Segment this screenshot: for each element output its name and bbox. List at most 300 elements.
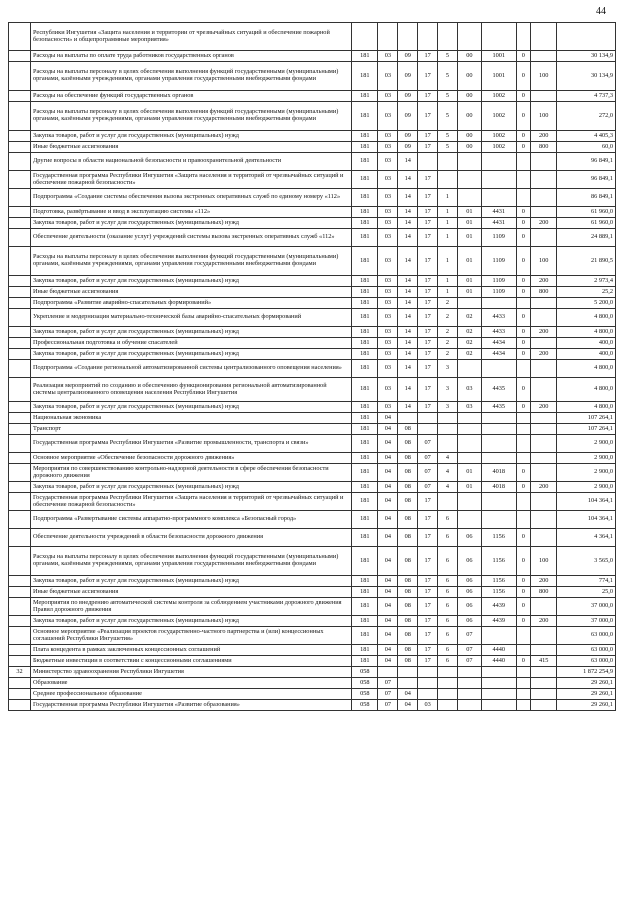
extra-code-cell: 0 xyxy=(516,309,531,327)
subsection-code-cell: 08 xyxy=(398,656,418,667)
event-code-cell: 01 xyxy=(457,276,481,287)
row-number-cell xyxy=(9,218,31,229)
row-name-cell: Мероприятия по внедрению автоматической системы контроля за соблюдением участниками дорожного движения Правил дорожного движения xyxy=(30,598,351,616)
row-name-cell: Расходы на выплаты персоналу в целях обеспечения выполнения функций государственными (муниципальными) органами, казёнными учреждениями, органами управления государственными внебюджетными фондами xyxy=(30,62,351,91)
ministry-code-cell: 181 xyxy=(352,207,378,218)
row-number-cell xyxy=(9,482,31,493)
direction-code-cell xyxy=(481,678,516,689)
ministry-code-cell: 181 xyxy=(352,435,378,453)
direction-code-cell xyxy=(481,435,516,453)
subprogram-code-cell: 1 xyxy=(438,287,458,298)
extra-code-cell xyxy=(516,689,531,700)
expense-type-cell xyxy=(531,298,557,309)
subsection-code-cell: 14 xyxy=(398,189,418,207)
row-number-cell xyxy=(9,287,31,298)
subprogram-code-cell: 2 xyxy=(438,298,458,309)
expense-type-cell: 800 xyxy=(531,142,557,153)
event-code-cell xyxy=(457,667,481,678)
expense-type-cell: 100 xyxy=(531,547,557,576)
subprogram-code-cell: 3 xyxy=(438,360,458,378)
subsection-code-cell: 08 xyxy=(398,627,418,645)
ministry-code-cell: 181 xyxy=(352,424,378,435)
program-code-cell: 17 xyxy=(418,627,438,645)
program-code-cell: 17 xyxy=(418,529,438,547)
expense-type-cell xyxy=(531,413,557,424)
direction-code-cell: 4439 xyxy=(481,598,516,616)
ministry-code-cell: 181 xyxy=(352,645,378,656)
table-row xyxy=(9,142,616,153)
row-number-cell xyxy=(9,453,31,464)
direction-code-cell: 1109 xyxy=(481,287,516,298)
direction-code-cell: 4018 xyxy=(481,482,516,493)
subprogram-code-cell: 4 xyxy=(438,464,458,482)
row-number-cell xyxy=(9,493,31,511)
subprogram-code-cell: 5 xyxy=(438,142,458,153)
table-row xyxy=(9,678,616,689)
expense-type-cell: 200 xyxy=(531,482,557,493)
amount-cell: 37 000,0 xyxy=(557,616,616,627)
subsection-code-cell: 14 xyxy=(398,378,418,402)
extra-code-cell: 0 xyxy=(516,402,531,413)
expense-type-cell xyxy=(531,171,557,189)
extra-code-cell xyxy=(516,645,531,656)
subsection-code-cell: 08 xyxy=(398,529,418,547)
expense-type-cell xyxy=(531,464,557,482)
table-row xyxy=(9,189,616,207)
ministry-code-cell: 181 xyxy=(352,402,378,413)
subprogram-code-cell: 4 xyxy=(438,482,458,493)
direction-code-cell xyxy=(481,700,516,711)
amount-cell: 25,2 xyxy=(557,287,616,298)
program-code-cell: 17 xyxy=(418,616,438,627)
ministry-code-cell: 181 xyxy=(352,656,378,667)
row-name-cell: Плата концедента в рамках заключенных концессионных соглашений xyxy=(30,645,351,656)
table-row xyxy=(9,51,616,62)
amount-cell: 86 849,1 xyxy=(557,189,616,207)
row-name-cell: Профессиональная подготовка и обучение спасателей xyxy=(30,338,351,349)
row-number-cell xyxy=(9,529,31,547)
ministry-code-cell: 181 xyxy=(352,511,378,529)
direction-code-cell: 4434 xyxy=(481,349,516,360)
row-name-cell: Реализация мероприятий по созданию и обеспечению функционирования региональной автоматизированной системы централизованного оповещения населения Республики Ингушетия xyxy=(30,378,351,402)
ministry-code-cell: 058 xyxy=(352,667,378,678)
row-name-cell: Основное мероприятие «Обеспечение безопасности дорожного движения» xyxy=(30,453,351,464)
extra-code-cell xyxy=(516,435,531,453)
row-name-cell: Государственная программа Республики Ингушетия «Защита населения и территорий от чрезвычайных ситуаций и обеспечение пожарной безопасности» xyxy=(30,493,351,511)
section-code-cell xyxy=(378,667,398,678)
subprogram-code-cell xyxy=(438,435,458,453)
row-number-cell xyxy=(9,23,31,51)
subprogram-code-cell: 1 xyxy=(438,276,458,287)
row-number-cell xyxy=(9,511,31,529)
subprogram-code-cell xyxy=(438,171,458,189)
table-row xyxy=(9,402,616,413)
amount-cell: 4 800,0 xyxy=(557,309,616,327)
direction-code-cell: 4439 xyxy=(481,616,516,627)
subprogram-code-cell: 6 xyxy=(438,645,458,656)
extra-code-cell: 0 xyxy=(516,276,531,287)
direction-code-cell xyxy=(481,360,516,378)
row-name-cell: Подпрограмма «Создание системы обеспечения вызова экстренных оперативных служб по единому номеру «112» xyxy=(30,189,351,207)
direction-code-cell: 4435 xyxy=(481,378,516,402)
direction-code-cell: 1156 xyxy=(481,529,516,547)
section-code-cell: 04 xyxy=(378,587,398,598)
row-name-cell: Укрепление и модернизация материально-технической базы аварийно-спасательных формирований xyxy=(30,309,351,327)
event-code-cell xyxy=(457,23,481,51)
event-code-cell: 01 xyxy=(457,287,481,298)
section-code-cell: 03 xyxy=(378,62,398,91)
event-code-cell: 00 xyxy=(457,91,481,102)
subsection-code-cell xyxy=(398,678,418,689)
amount-cell xyxy=(557,23,616,51)
row-number-cell xyxy=(9,171,31,189)
expense-type-cell xyxy=(531,360,557,378)
subprogram-code-cell: 6 xyxy=(438,576,458,587)
program-code-cell: 17 xyxy=(418,598,438,616)
subprogram-code-cell: 1 xyxy=(438,247,458,276)
amount-cell: 29 260,1 xyxy=(557,700,616,711)
row-number-cell xyxy=(9,131,31,142)
direction-code-cell: 1002 xyxy=(481,131,516,142)
table-row xyxy=(9,153,616,171)
program-code-cell xyxy=(418,678,438,689)
subsection-code-cell: 14 xyxy=(398,153,418,171)
direction-code-cell xyxy=(481,413,516,424)
subsection-code-cell: 08 xyxy=(398,598,418,616)
row-number-cell: 32 xyxy=(9,667,31,678)
extra-code-cell xyxy=(516,678,531,689)
row-name-cell: Иные бюджетные ассигнования xyxy=(30,142,351,153)
direction-code-cell: 4431 xyxy=(481,207,516,218)
expense-type-cell xyxy=(531,23,557,51)
program-code-cell: 17 xyxy=(418,511,438,529)
subprogram-code-cell: 1 xyxy=(438,229,458,247)
extra-code-cell: 0 xyxy=(516,62,531,91)
amount-cell: 25,0 xyxy=(557,587,616,598)
expense-type-cell xyxy=(531,598,557,616)
amount-cell: 104 364,1 xyxy=(557,493,616,511)
subsection-code-cell: 09 xyxy=(398,51,418,62)
event-code-cell xyxy=(457,424,481,435)
row-name-cell: Государственная программа Республики Ингушетия «Развитие промышленности, транспорта и связи» xyxy=(30,435,351,453)
section-code-cell: 03 xyxy=(378,378,398,402)
ministry-code-cell: 058 xyxy=(352,678,378,689)
direction-code-cell xyxy=(481,667,516,678)
amount-cell: 30 134,9 xyxy=(557,51,616,62)
row-number-cell xyxy=(9,349,31,360)
amount-cell: 4 800,0 xyxy=(557,327,616,338)
event-code-cell: 07 xyxy=(457,645,481,656)
section-code-cell: 03 xyxy=(378,189,398,207)
row-number-cell xyxy=(9,91,31,102)
row-number-cell xyxy=(9,402,31,413)
amount-cell: 63 000,0 xyxy=(557,627,616,645)
expense-type-cell xyxy=(531,700,557,711)
event-code-cell: 02 xyxy=(457,349,481,360)
extra-code-cell: 0 xyxy=(516,131,531,142)
amount-cell: 96 849,1 xyxy=(557,153,616,171)
extra-code-cell xyxy=(516,627,531,645)
row-name-cell: Закупка товаров, работ и услуг для государственных (муниципальных) нужд xyxy=(30,131,351,142)
subsection-code-cell: 08 xyxy=(398,435,418,453)
ministry-code-cell: 181 xyxy=(352,493,378,511)
subsection-code-cell: 14 xyxy=(398,298,418,309)
ministry-code-cell: 181 xyxy=(352,547,378,576)
program-code-cell: 17 xyxy=(418,276,438,287)
ministry-code-cell: 181 xyxy=(352,153,378,171)
row-name-cell: Закупка товаров, работ и услуг для государственных (муниципальных) нужд xyxy=(30,349,351,360)
event-code-cell xyxy=(457,453,481,464)
expense-type-cell: 200 xyxy=(531,616,557,627)
ministry-code-cell: 181 xyxy=(352,247,378,276)
row-name-cell: Обеспечение деятельности (оказание услуг) учреждений системы вызова экстренных оперативных служб «112» xyxy=(30,229,351,247)
ministry-code-cell: 181 xyxy=(352,576,378,587)
ministry-code-cell: 181 xyxy=(352,453,378,464)
expense-type-cell: 800 xyxy=(531,587,557,598)
ministry-code-cell: 181 xyxy=(352,298,378,309)
expense-type-cell xyxy=(531,424,557,435)
expense-type-cell: 200 xyxy=(531,276,557,287)
expense-type-cell xyxy=(531,378,557,402)
event-code-cell: 06 xyxy=(457,587,481,598)
ministry-code-cell: 181 xyxy=(352,91,378,102)
expense-type-cell xyxy=(531,309,557,327)
subprogram-code-cell xyxy=(438,689,458,700)
ministry-code-cell: 181 xyxy=(352,360,378,378)
subprogram-code-cell xyxy=(438,700,458,711)
event-code-cell xyxy=(457,435,481,453)
ministry-code-cell: 181 xyxy=(352,349,378,360)
subsection-code-cell: 08 xyxy=(398,587,418,598)
table-row xyxy=(9,218,616,229)
direction-code-cell: 4433 xyxy=(481,327,516,338)
table-row xyxy=(9,700,616,711)
expense-type-cell: 100 xyxy=(531,62,557,91)
ministry-code-cell: 181 xyxy=(352,413,378,424)
ministry-code-cell: 181 xyxy=(352,62,378,91)
amount-cell: 400,0 xyxy=(557,349,616,360)
amount-cell: 63 000,0 xyxy=(557,645,616,656)
amount-cell: 63 000,0 xyxy=(557,656,616,667)
program-code-cell: 17 xyxy=(418,91,438,102)
row-number-cell xyxy=(9,598,31,616)
program-code-cell: 17 xyxy=(418,349,438,360)
direction-code-cell xyxy=(481,511,516,529)
program-code-cell xyxy=(418,689,438,700)
ministry-code-cell: 181 xyxy=(352,189,378,207)
subsection-code-cell: 08 xyxy=(398,464,418,482)
row-number-cell xyxy=(9,309,31,327)
subprogram-code-cell: 3 xyxy=(438,402,458,413)
ministry-code-cell: 181 xyxy=(352,587,378,598)
amount-cell: 2 900,0 xyxy=(557,464,616,482)
program-code-cell: 17 xyxy=(418,102,438,131)
extra-code-cell xyxy=(516,171,531,189)
row-name-cell: Расходы на выплаты персоналу в целях обеспечения выполнения функций государственными (муниципальными) органами, казёнными учреждениями, органами управления государственными внебюджетными фондами xyxy=(30,547,351,576)
program-code-cell: 17 xyxy=(418,576,438,587)
extra-code-cell xyxy=(516,667,531,678)
direction-code-cell: 1002 xyxy=(481,102,516,131)
event-code-cell: 06 xyxy=(457,576,481,587)
program-code-cell: 17 xyxy=(418,493,438,511)
direction-code-cell xyxy=(481,424,516,435)
event-code-cell: 03 xyxy=(457,378,481,402)
expense-type-cell: 200 xyxy=(531,131,557,142)
row-name-cell: Закупка товаров, работ и услуг для государственных (муниципальных) нужд xyxy=(30,616,351,627)
section-code-cell: 03 xyxy=(378,402,398,413)
section-code-cell: 03 xyxy=(378,327,398,338)
expense-type-cell xyxy=(531,229,557,247)
ministry-code-cell: 181 xyxy=(352,529,378,547)
table-row xyxy=(9,338,616,349)
subsection-code-cell: 08 xyxy=(398,547,418,576)
section-code-cell: 03 xyxy=(378,142,398,153)
section-code-cell: 03 xyxy=(378,91,398,102)
event-code-cell: 07 xyxy=(457,627,481,645)
event-code-cell: 07 xyxy=(457,656,481,667)
extra-code-cell xyxy=(516,153,531,171)
program-code-cell: 07 xyxy=(418,453,438,464)
ministry-code-cell: 181 xyxy=(352,171,378,189)
extra-code-cell xyxy=(516,23,531,51)
section-code-cell: 03 xyxy=(378,153,398,171)
event-code-cell xyxy=(457,700,481,711)
ministry-code-cell: 181 xyxy=(352,276,378,287)
subsection-code-cell xyxy=(398,23,418,51)
event-code-cell xyxy=(457,171,481,189)
extra-code-cell: 0 xyxy=(516,207,531,218)
direction-code-cell xyxy=(481,171,516,189)
extra-code-cell xyxy=(516,453,531,464)
ministry-code-cell: 058 xyxy=(352,689,378,700)
row-number-cell xyxy=(9,413,31,424)
direction-code-cell xyxy=(481,627,516,645)
program-code-cell: 17 xyxy=(418,142,438,153)
direction-code-cell xyxy=(481,689,516,700)
table-row xyxy=(9,511,616,529)
table-row xyxy=(9,493,616,511)
row-name-cell: Транспорт xyxy=(30,424,351,435)
direction-code-cell: 1156 xyxy=(481,547,516,576)
section-code-cell: 03 xyxy=(378,247,398,276)
ministry-code-cell: 181 xyxy=(352,131,378,142)
program-code-cell: 17 xyxy=(418,645,438,656)
event-code-cell: 01 xyxy=(457,247,481,276)
amount-cell: 107 264,1 xyxy=(557,424,616,435)
program-code-cell: 17 xyxy=(418,51,438,62)
subprogram-code-cell: 6 xyxy=(438,616,458,627)
subprogram-code-cell: 6 xyxy=(438,587,458,598)
expense-type-cell xyxy=(531,153,557,171)
program-code-cell: 17 xyxy=(418,547,438,576)
subprogram-code-cell: 6 xyxy=(438,598,458,616)
event-code-cell: 02 xyxy=(457,309,481,327)
expense-type-cell: 200 xyxy=(531,349,557,360)
program-code-cell: 17 xyxy=(418,360,438,378)
section-code-cell: 04 xyxy=(378,493,398,511)
subprogram-code-cell xyxy=(438,424,458,435)
table-row xyxy=(9,587,616,598)
program-code-cell: 17 xyxy=(418,189,438,207)
subsection-code-cell: 08 xyxy=(398,482,418,493)
expense-type-cell xyxy=(531,511,557,529)
row-name-cell: Бюджетные инвестиции в соответствии с концессионными соглашениями xyxy=(30,656,351,667)
row-number-cell xyxy=(9,276,31,287)
direction-code-cell: 1156 xyxy=(481,576,516,587)
subsection-code-cell: 08 xyxy=(398,424,418,435)
program-code-cell: 17 xyxy=(418,229,438,247)
amount-cell: 61 960,0 xyxy=(557,218,616,229)
ministry-code-cell: 181 xyxy=(352,142,378,153)
ministry-code-cell: 181 xyxy=(352,102,378,131)
section-code-cell: 04 xyxy=(378,547,398,576)
table-row xyxy=(9,645,616,656)
event-code-cell xyxy=(457,360,481,378)
extra-code-cell: 0 xyxy=(516,349,531,360)
row-name-cell: Другие вопросы в области национальной безопасности и правоохранительной деятельности xyxy=(30,153,351,171)
subprogram-code-cell xyxy=(438,493,458,511)
expense-type-cell xyxy=(531,529,557,547)
amount-cell: 3 565,0 xyxy=(557,547,616,576)
subsection-code-cell: 08 xyxy=(398,616,418,627)
ministry-code-cell: 181 xyxy=(352,327,378,338)
table-row xyxy=(9,23,616,51)
row-number-cell xyxy=(9,229,31,247)
ministry-code-cell xyxy=(352,23,378,51)
event-code-cell: 01 xyxy=(457,464,481,482)
expense-type-cell: 200 xyxy=(531,218,557,229)
expense-type-cell xyxy=(531,51,557,62)
amount-cell: 61 960,0 xyxy=(557,207,616,218)
program-code-cell: 07 xyxy=(418,464,438,482)
row-number-cell xyxy=(9,656,31,667)
row-name-cell: Закупка товаров, работ и услуг для государственных (муниципальных) нужд xyxy=(30,327,351,338)
section-code-cell: 04 xyxy=(378,435,398,453)
row-number-cell xyxy=(9,378,31,402)
subsection-code-cell: 14 xyxy=(398,171,418,189)
expense-type-cell xyxy=(531,453,557,464)
extra-code-cell: 0 xyxy=(516,287,531,298)
amount-cell: 5 200,0 xyxy=(557,298,616,309)
expense-type-cell: 100 xyxy=(531,247,557,276)
event-code-cell xyxy=(457,189,481,207)
event-code-cell: 06 xyxy=(457,529,481,547)
extra-code-cell: 0 xyxy=(516,378,531,402)
direction-code-cell: 4018 xyxy=(481,464,516,482)
extra-code-cell: 0 xyxy=(516,576,531,587)
section-code-cell: 03 xyxy=(378,131,398,142)
section-code-cell: 04 xyxy=(378,645,398,656)
direction-code-cell: 1002 xyxy=(481,91,516,102)
table-row xyxy=(9,627,616,645)
table-row xyxy=(9,309,616,327)
amount-cell: 104 364,1 xyxy=(557,511,616,529)
table-row xyxy=(9,229,616,247)
row-number-cell xyxy=(9,142,31,153)
table-row xyxy=(9,91,616,102)
event-code-cell: 00 xyxy=(457,142,481,153)
row-number-cell xyxy=(9,360,31,378)
program-code-cell: 07 xyxy=(418,482,438,493)
section-code-cell: 03 xyxy=(378,360,398,378)
subsection-code-cell: 08 xyxy=(398,645,418,656)
subsection-code-cell: 14 xyxy=(398,402,418,413)
program-code-cell: 17 xyxy=(418,587,438,598)
ministry-code-cell: 181 xyxy=(352,616,378,627)
subsection-code-cell: 14 xyxy=(398,349,418,360)
budget-table xyxy=(8,22,616,711)
extra-code-cell: 0 xyxy=(516,327,531,338)
